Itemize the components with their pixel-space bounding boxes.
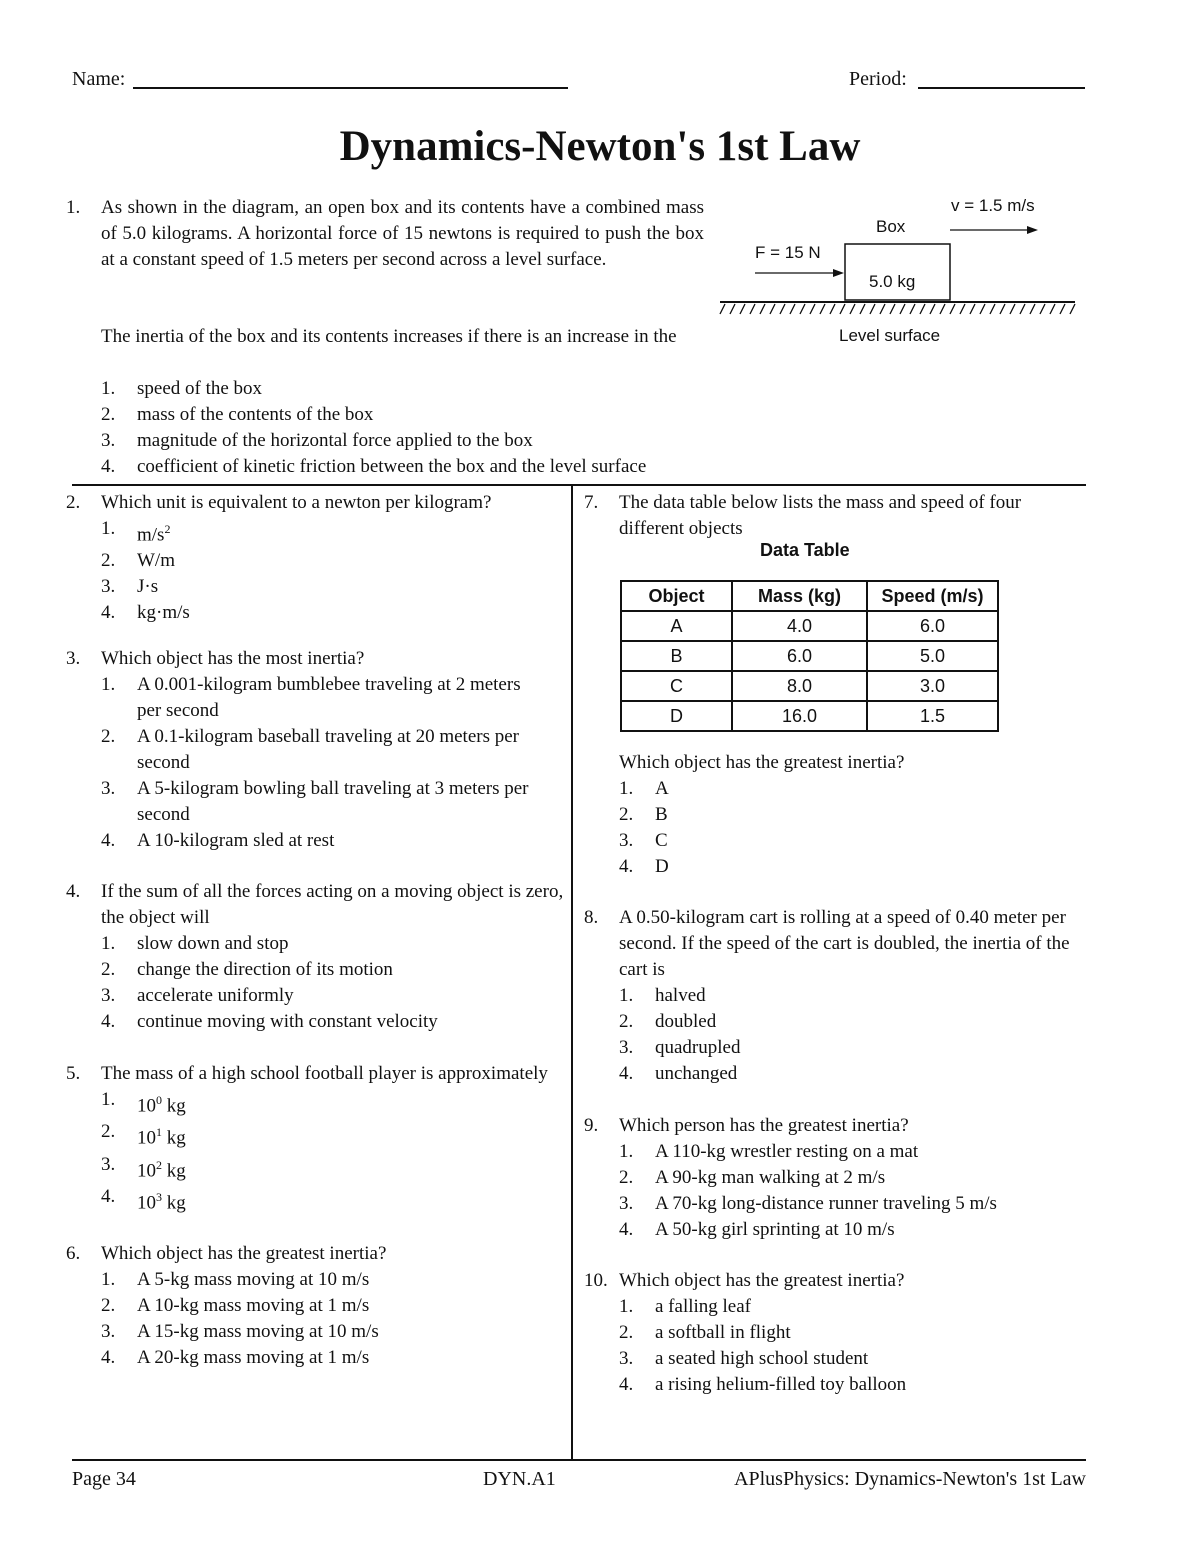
- question-content: [619, 905, 1084, 1087]
- option-1[interactable]: 1. speed of the box: [101, 378, 263, 399]
- option-3[interactable]: 3. $10^2$ kg: [101, 1153, 186, 1181]
- velocity-arrowhead: [1027, 226, 1038, 234]
- option-4[interactable]: 4. A 50-kg girl sprinting at 10 m/s: [619, 1219, 895, 1240]
- option-4[interactable]: 4. continue moving with constant velocity: [101, 1011, 438, 1032]
- option-1[interactable]: 1. halved: [619, 985, 706, 1006]
- column-divider: [571, 484, 573, 1460]
- option-2[interactable]: 2. doubled: [619, 1011, 717, 1032]
- table-header-cell: Object: [621, 581, 732, 611]
- option-1[interactable]: 1. A 5-kg mass moving at 10 m/s: [101, 1269, 370, 1290]
- table-row: [621, 611, 998, 641]
- option-1[interactable]: 1. $10^0$ kg: [101, 1089, 186, 1117]
- table-cell: 1.5: [867, 701, 998, 731]
- option-2[interactable]: 2. A 90-kg man walking at 2 m/s: [619, 1167, 886, 1188]
- option-1[interactable]: 1. $m/s^2$: [101, 518, 171, 546]
- table-cell: D: [621, 701, 732, 731]
- force-arrowhead: [833, 269, 844, 277]
- question-content: [619, 1268, 1084, 1398]
- option-3[interactable]: 3. magnitude of the horizontal force applied to the box: [101, 430, 533, 451]
- question-text: Which object has the greatest inertia?: [619, 752, 905, 773]
- question-text: The inertia of the box and its contents increases if there is an increase in the: [101, 326, 677, 347]
- option-4[interactable]: 4. coefficient of kinetic friction between the box and the level surface: [101, 456, 647, 477]
- question-number: 1.: [66, 197, 81, 218]
- option-2[interactable]: 2. B: [619, 804, 668, 825]
- option-3[interactable]: 3. J·s: [101, 576, 159, 598]
- option-1[interactable]: 1. A 110-kg wrestler resting on a mat: [619, 1141, 919, 1162]
- question-text: Which person has the greatest inertia?: [619, 1115, 909, 1136]
- data-table: [620, 580, 999, 732]
- option-4[interactable]: 4. A 10-kilogram sled at rest: [101, 830, 335, 851]
- question-content: [101, 490, 561, 626]
- question-text: Which unit is equivalent to a newton per kilogram?: [101, 492, 492, 513]
- question-number: 8.: [584, 907, 599, 928]
- table-cell: 16.0: [732, 701, 867, 731]
- option-4[interactable]: 4. $10^3$ kg: [101, 1185, 186, 1214]
- question-number: 5.: [66, 1063, 81, 1084]
- question-text: The mass of a high school football player is approximately: [101, 1063, 548, 1084]
- option-1[interactable]: 1. slow down and stop: [101, 933, 289, 954]
- table-cell: 6.0: [867, 611, 998, 641]
- option-4[interactable]: 4. D: [619, 856, 669, 877]
- option-4[interactable]: 4. kg·m/s: [101, 602, 190, 624]
- question-number: 6.: [66, 1243, 81, 1264]
- option-4[interactable]: 4. A 20-kg mass moving at 1 m/s: [101, 1347, 370, 1368]
- question-number: 9.: [584, 1115, 599, 1136]
- surface-hatching: [720, 304, 1075, 314]
- surface-label: Level surface: [839, 326, 941, 345]
- question-number: 2.: [66, 492, 81, 513]
- bottom-divider: [72, 1459, 1086, 1461]
- table-cell: A: [621, 611, 732, 641]
- doc-code: DYN.A1: [483, 1468, 556, 1490]
- option-2[interactable]: 2. W/m: [101, 550, 175, 572]
- box-diagram: [715, 190, 1095, 355]
- period-label: Period:: [849, 68, 907, 90]
- option-3[interactable]: 3. quadrupled: [619, 1037, 741, 1058]
- option-4[interactable]: 4. unchanged: [619, 1063, 738, 1084]
- table-cell: 4.0: [732, 611, 867, 641]
- option-3[interactable]: 3. A 70-kg long-distance runner traveling 5 m/s: [619, 1193, 997, 1214]
- table-row: [621, 671, 998, 701]
- option-4[interactable]: 4. a rising helium-filled toy balloon: [619, 1374, 907, 1395]
- question-content: [619, 750, 1074, 880]
- option-2[interactable]: 2. a softball in flight: [619, 1322, 791, 1343]
- question-content: [101, 646, 546, 854]
- mass-label: 5.0 kg: [869, 272, 916, 291]
- table-header-cell: Mass (kg): [732, 581, 867, 611]
- table-header-cell: Speed (m/s): [867, 581, 998, 611]
- option-3[interactable]: 3. A 15-kg mass moving at 10 m/s: [101, 1321, 379, 1342]
- footer-source: APlusPhysics: Dynamics-Newton's 1st Law: [734, 1468, 1086, 1490]
- table-cell: 8.0: [732, 671, 867, 701]
- option-1[interactable]: 1. A 0.001-kilogram bumblebee traveling at 2 meters per second: [101, 674, 521, 721]
- option-2[interactable]: 2. A 10-kg mass moving at 1 m/s: [101, 1295, 370, 1316]
- table-cell: 5.0: [867, 641, 998, 671]
- question-content: [101, 879, 566, 1035]
- name-label: Name:: [72, 68, 126, 90]
- question-text: The data table below lists the mass and speed of four different objects: [619, 492, 1022, 539]
- question-stem: As shown in the diagram, an open box and its contents have a combined mass of 5.0 kilograms. A horizontal force of 15 newtons is required to push the box at a constant speed of 1.5 meters per second across a level surface.: [101, 197, 704, 270]
- table-row: [621, 701, 998, 731]
- option-list: [101, 376, 721, 480]
- top-divider: [72, 484, 1086, 486]
- page-title: Dynamics-Newton's 1st Law: [339, 123, 861, 170]
- table-row: [621, 641, 998, 671]
- question-text: Which object has the most inertia?: [101, 648, 365, 669]
- question-number: 7.: [584, 492, 599, 513]
- question-content: [101, 1241, 561, 1371]
- box-label: Box: [876, 217, 906, 236]
- table-title: Data Table: [760, 540, 850, 560]
- velocity-label: v = 1.5 m/s: [951, 196, 1035, 215]
- option-2[interactable]: 2. change the direction of its motion: [101, 959, 393, 980]
- option-2[interactable]: 2. mass of the contents of the box: [101, 404, 374, 425]
- page-number: Page 34: [72, 1468, 136, 1490]
- question-text: Which object has the greatest inertia?: [101, 1243, 387, 1264]
- table-cell: C: [621, 671, 732, 701]
- question-text: If the sum of all the forces acting on a moving object is zero, the object will: [101, 881, 564, 928]
- question-number: 3.: [66, 648, 81, 669]
- option-1[interactable]: 1. a falling leaf: [619, 1296, 752, 1317]
- table-header-row: [621, 581, 998, 611]
- question-text: A 0.50-kilogram cart is rolling at a speed of 0.40 meter per second. If the speed of the cart is doubled, the inertia of the cart is: [619, 907, 1070, 980]
- option-3[interactable]: 3. A 5-kilogram bowling ball traveling at 3 meters per second: [101, 778, 529, 825]
- question-number: 10.: [584, 1270, 608, 1291]
- question-content: [619, 1113, 1089, 1243]
- table-cell: 3.0: [867, 671, 998, 701]
- name-field[interactable]: [133, 87, 568, 89]
- option-3[interactable]: 3. C: [619, 830, 668, 851]
- question-number: 4.: [66, 881, 81, 902]
- option-3[interactable]: 3. a seated high school student: [619, 1348, 869, 1369]
- option-2[interactable]: 2. $10^1$ kg: [101, 1121, 186, 1149]
- period-field[interactable]: [918, 87, 1085, 89]
- option-3[interactable]: 3. accelerate uniformly: [101, 985, 294, 1006]
- table-cell: 6.0: [732, 641, 867, 671]
- table-cell: B: [621, 641, 732, 671]
- question-content: [101, 1061, 556, 1216]
- question-text: Which object has the greatest inertia?: [619, 1270, 905, 1291]
- option-2[interactable]: 2. A 0.1-kilogram baseball traveling at 20 meters per second: [101, 726, 519, 773]
- force-label: F = 15 N: [755, 243, 821, 262]
- option-1[interactable]: 1. A: [619, 778, 669, 799]
